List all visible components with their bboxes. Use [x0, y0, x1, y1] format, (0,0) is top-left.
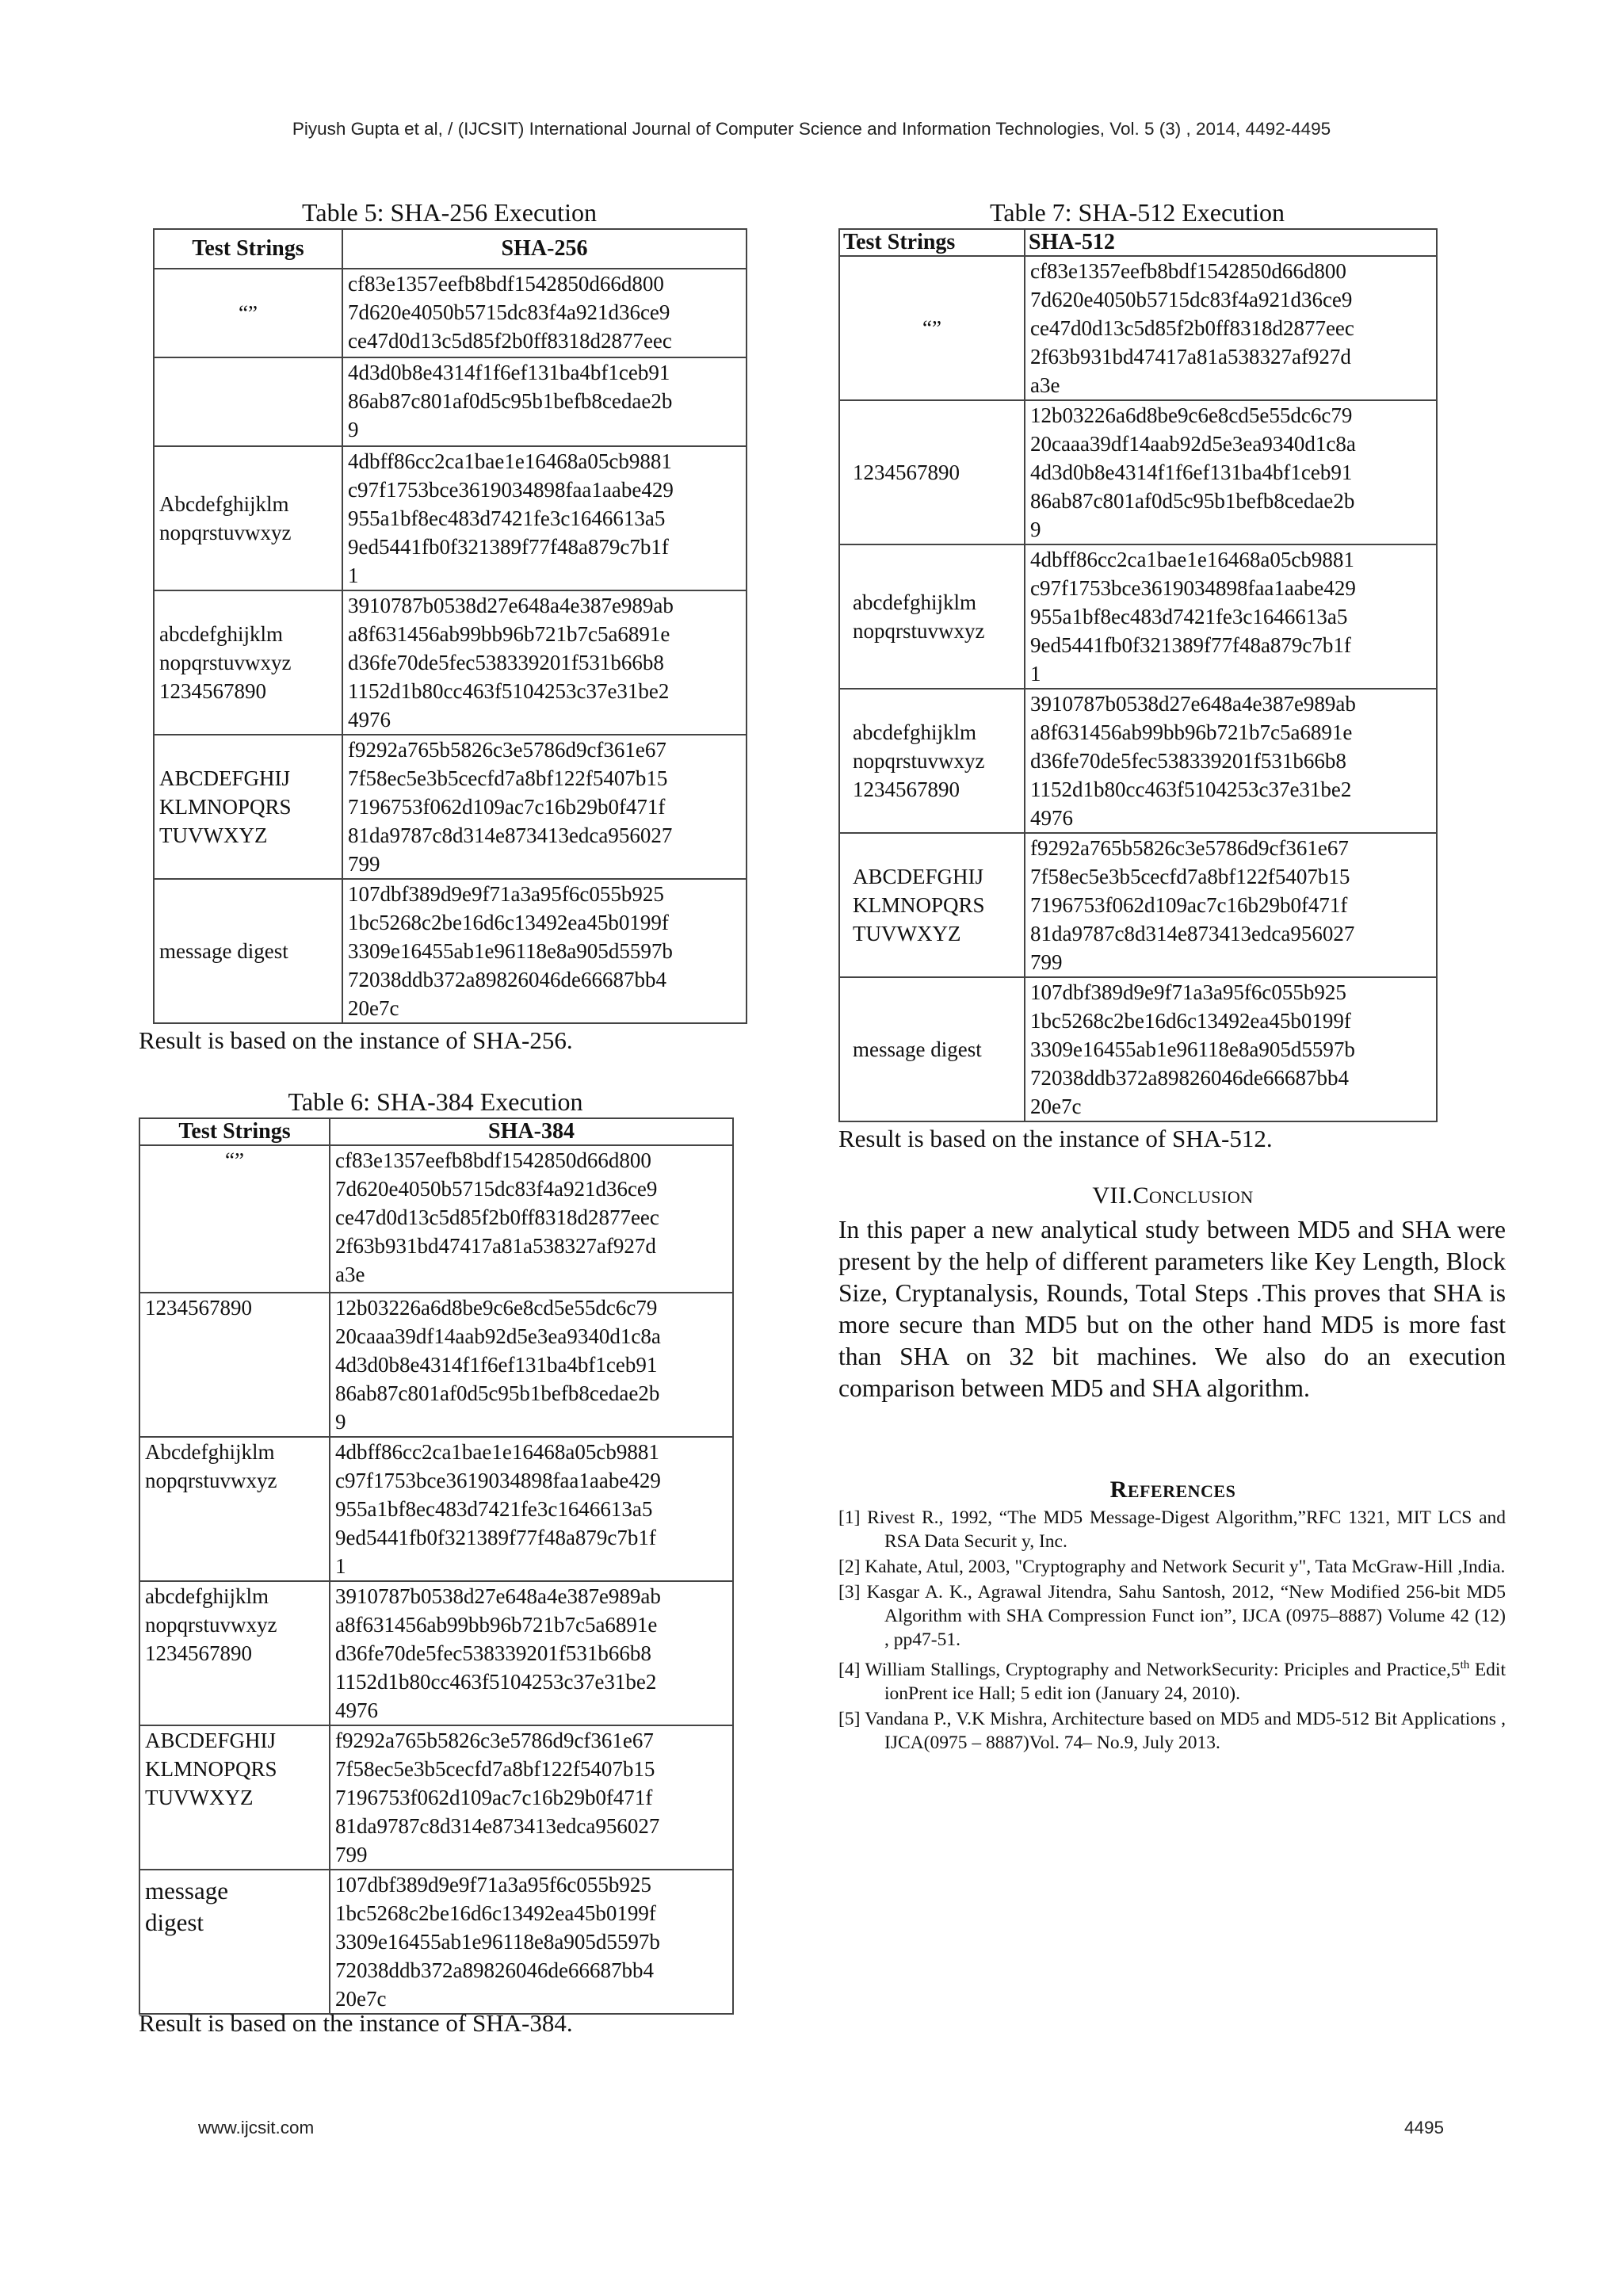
table-row: [839, 544, 1437, 689]
conclusion-heading: [840, 1182, 1506, 1209]
test-string: abcdefghijklm nopqrstuvwxyz 1234567890: [839, 689, 1025, 833]
table-row: [154, 879, 747, 1023]
hash-value: cf83e1357eefb8bdf1542850d66d800 7d620e4050b5715dc83f4a921d36ce9 ce47d0d13c5d85f2b0ff8318d2877eec 2f63b931bd47417a81a538327af927d a3e: [1025, 256, 1437, 400]
conclusion-title-initial: C: [1132, 1182, 1150, 1209]
test-string: ABCDEFGHIJ KLMNOPQRS TUVWXYZ: [139, 1725, 330, 1870]
hash-value: cf83e1357eefb8bdf1542850d66d800 7d620e4050b5715dc83f4a921d36ce9 ce47d0d13c5d85f2b0ff8318d2877eec: [342, 269, 747, 357]
table5-header-row: [154, 229, 747, 269]
table6-caption: Table 6: SHA-384 Execution: [288, 1087, 583, 1116]
test-string: abcdefghijklm nopqrstuvwxyz 1234567890: [154, 590, 342, 735]
reference-superscript: th: [1460, 1659, 1470, 1671]
test-string: message digest: [839, 977, 1025, 1121]
reference-text: William Stallings, Cryptography and NetworkSecurity: Priciples and Practice,5: [865, 1659, 1461, 1680]
table5-col-test-strings: Test Strings: [154, 229, 342, 269]
reference-item: [838, 1555, 1506, 1579]
hash-value: 4dbff86cc2ca1bae1e16468a05cb9881 c97f1753bce3619034898faa1aabe429 955a1bf8ec483d7421fe3c1646613a5 9ed5441fb0f321389f77f48a879c7b1f 1: [1025, 544, 1437, 689]
reference-text: Rivest R., 1992, “The MD5 Message-Digest Algorithm,”RFC 1321, MIT LCS and RSA Data Securit y, Inc.: [867, 1507, 1506, 1552]
table-row: [839, 977, 1437, 1121]
table6: [139, 1117, 734, 2015]
hash-value: cf83e1357eefb8bdf1542850d66d800 7d620e4050b5715dc83f4a921d36ce9 ce47d0d13c5d85f2b0ff8318d2877eec 2f63b931bd47417a81a538327af927d a3e: [330, 1145, 733, 1293]
table6-header-row: [139, 1118, 733, 1145]
test-string: Abcdefghijklm nopqrstuvwxyz: [139, 1437, 330, 1581]
table-row: [154, 357, 747, 446]
table7: [838, 228, 1438, 1122]
table-row: [154, 735, 747, 879]
hash-value: 3910787b0538d27e648a4e387e989ab a8f631456ab99bb96b721b7c5a6891e d36fe70de5fec538339201f531b66b8 1152d1b80cc463f5104253c37e31be2 4976: [342, 590, 747, 735]
reference-text-continued: Edit ionPrent ice Hall; 5 edit ion (January 24, 2010).: [884, 1659, 1506, 1704]
table6-col-test-strings: Test Strings: [139, 1118, 330, 1145]
table5: [153, 228, 747, 1024]
table-row: [154, 269, 747, 357]
table7-col-test-strings: Test Strings: [839, 229, 1025, 256]
table-row: [139, 1145, 733, 1293]
table5-caption: Table 5: SHA-256 Execution: [302, 198, 597, 227]
test-string: 1234567890: [139, 1293, 330, 1437]
reference-id: [4]: [838, 1659, 861, 1680]
table7-note: Result is based on the instance of SHA-512.: [838, 1125, 1273, 1152]
hash-value: 107dbf389d9e9f71a3a95f6c055b925 1bc5268c2be16d6c13492ea45b0199f 3309e16455ab1e96118e8a905d5597b 72038ddb372a89826046de66687bb4 20e7c: [1025, 977, 1437, 1121]
reference-text: Kahate, Atul, 2003, "Cryptography and Network Securit y", Tata McGraw-Hill ,India.: [865, 1557, 1506, 1577]
hash-value: f9292a765b5826c3e5786d9cf361e67 7f58ec5e3b5cecfd7a8bf122f5407b15 7196753f062d109ac7c16b29b0f471f 81da9787c8d314e873413edca956027 799: [342, 735, 747, 879]
test-string: “”: [154, 269, 342, 357]
reference-item: [838, 1707, 1506, 1755]
test-string: ABCDEFGHIJ KLMNOPQRS TUVWXYZ: [839, 833, 1025, 977]
reference-id: [5]: [838, 1708, 861, 1729]
table-row: [139, 1437, 733, 1581]
hash-value: 12b03226a6d8be9c6e8cd5e55dc6c79 20caaa39df14aab92d5e3ea9340d1c8a 4d3d0b8e4314f1f6ef131ba4bf1ceb91 86ab87c801af0d5c95b1befb8cedae2b 9: [1025, 400, 1437, 544]
table-row: [139, 1293, 733, 1437]
reference-item: [838, 1580, 1506, 1652]
reference-text: Kasgar A. K., Agrawal Jitendra, Sahu Santosh, 2012, “New Modified 256-bit MD5 Algorithm with SHA Compression Funct ion”, IJCA (0975–8887) Volume 42 (12) , pp47-51.: [866, 1582, 1507, 1650]
table-row: [839, 833, 1437, 977]
table-row: [839, 256, 1437, 400]
hash-value: 3910787b0538d27e648a4e387e989ab a8f631456ab99bb96b721b7c5a6891e d36fe70de5fec538339201f531b66b8 1152d1b80cc463f5104253c37e31be2 4976: [330, 1581, 733, 1725]
table-row: [139, 1581, 733, 1725]
table5-note: Result is based on the instance of SHA-256.: [139, 1026, 573, 1054]
test-string: Abcdefghijklm nopqrstuvwxyz: [154, 446, 342, 590]
table7-caption: Table 7: SHA-512 Execution: [990, 198, 1285, 227]
test-string: abcdefghijklm nopqrstuvwxyz: [839, 544, 1025, 689]
hash-value: 107dbf389d9e9f71a3a95f6c055b925 1bc5268c2be16d6c13492ea45b0199f 3309e16455ab1e96118e8a905d5597b 72038ddb372a89826046de66687bb4 20e7c: [330, 1870, 733, 2014]
references-title-initial: R: [1109, 1477, 1128, 1503]
test-string: ABCDEFGHIJ KLMNOPQRS TUVWXYZ: [154, 735, 342, 879]
table7-header-row: [839, 229, 1437, 256]
test-string: “”: [839, 256, 1025, 400]
references-list: [838, 1506, 1506, 1756]
table-row: [839, 400, 1437, 544]
table-row: [139, 1725, 733, 1870]
hash-value: 12b03226a6d8be9c6e8cd5e55dc6c79 20caaa39df14aab92d5e3ea9340d1c8a 4d3d0b8e4314f1f6ef131ba4bf1ceb91 86ab87c801af0d5c95b1befb8cedae2b 9: [330, 1293, 733, 1437]
hash-value: 4dbff86cc2ca1bae1e16468a05cb9881 c97f1753bce3619034898faa1aabe429 955a1bf8ec483d7421fe3c1646613a5 9ed5441fb0f321389f77f48a879c7b1f 1: [342, 446, 747, 590]
test-string: message digest: [139, 1870, 330, 2014]
table5-col-hash: SHA-256: [342, 229, 747, 269]
reference-text: Vandana P., V.K Mishra, Architecture based on MD5 and MD5-512 Bit Applications , IJCA(0975 – 8887)Vol. 74– No.9, July 2013.: [865, 1708, 1506, 1753]
references-heading: [840, 1477, 1506, 1503]
table-row: [154, 446, 747, 590]
reference-id: [1]: [838, 1507, 861, 1528]
hash-value: f9292a765b5826c3e5786d9cf361e67 7f58ec5e3b5cecfd7a8bf122f5407b15 7196753f062d109ac7c16b29b0f471f 81da9787c8d314e873413edca956027 799: [330, 1725, 733, 1870]
footer-site: www.ijcsit.com: [198, 2118, 315, 2137]
running-header: Piyush Gupta et al, / (IJCSIT) International Journal of Computer Science and Information Technologies, Vol. 5 (3) , 2014, 4492-4495: [292, 119, 1331, 139]
hash-value: f9292a765b5826c3e5786d9cf361e67 7f58ec5e3b5cecfd7a8bf122f5407b15 7196753f062d109ac7c16b29b0f471f 81da9787c8d314e873413edca956027 799: [1025, 833, 1437, 977]
conclusion-body: In this paper a new analytical study between MD5 and SHA were present by the help of different parameters like Key Length, Block Size, Cryptanalysis, Rounds, Total Steps .This proves that SHA is more secure than MD5 but on the other hand MD5 is more fast than SHA on 32 bit machines. We also do an execution comparison between MD5 and SHA algorithm.: [838, 1216, 1506, 1402]
table7-col-hash: SHA-512: [1025, 229, 1437, 256]
test-string: [154, 357, 342, 446]
table-row: [139, 1870, 733, 2014]
footer-page-number: 4495: [1404, 2118, 1445, 2137]
hash-value: 107dbf389d9e9f71a3a95f6c055b925 1bc5268c2be16d6c13492ea45b0199f 3309e16455ab1e96118e8a905d5597b 72038ddb372a89826046de66687bb4 20e7c: [342, 879, 747, 1023]
hash-value: 3910787b0538d27e648a4e387e989ab a8f631456ab99bb96b721b7c5a6891e d36fe70de5fec538339201f531b66b8 1152d1b80cc463f5104253c37e31be2 4976: [1025, 689, 1437, 833]
reference-id: [3]: [838, 1582, 861, 1603]
references-title-rest: EFERENCES: [1127, 1481, 1236, 1501]
table6-note: Result is based on the instance of SHA-384.: [139, 2009, 573, 2037]
hash-value: 4dbff86cc2ca1bae1e16468a05cb9881 c97f1753bce3619034898faa1aabe429 955a1bf8ec483d7421fe3c1646613a5 9ed5441fb0f321389f77f48a879c7b1f 1: [330, 1437, 733, 1581]
conclusion-title-rest: ONCLUSION: [1149, 1187, 1254, 1207]
table-row: [839, 689, 1437, 833]
table-row: [154, 590, 747, 735]
table6-col-hash: SHA-384: [330, 1118, 733, 1145]
test-string: 1234567890: [839, 400, 1025, 544]
reference-item: [838, 1653, 1506, 1706]
test-string: abcdefghijklm nopqrstuvwxyz 1234567890: [139, 1581, 330, 1725]
conclusion-number: VII.: [1092, 1182, 1133, 1209]
hash-value: 4d3d0b8e4314f1f6ef131ba4bf1ceb91 86ab87c801af0d5c95b1befb8cedae2b 9: [342, 357, 747, 446]
test-string: message digest: [154, 879, 342, 1023]
test-string: “”: [139, 1145, 330, 1293]
reference-id: [2]: [838, 1557, 861, 1577]
reference-item: [838, 1506, 1506, 1553]
